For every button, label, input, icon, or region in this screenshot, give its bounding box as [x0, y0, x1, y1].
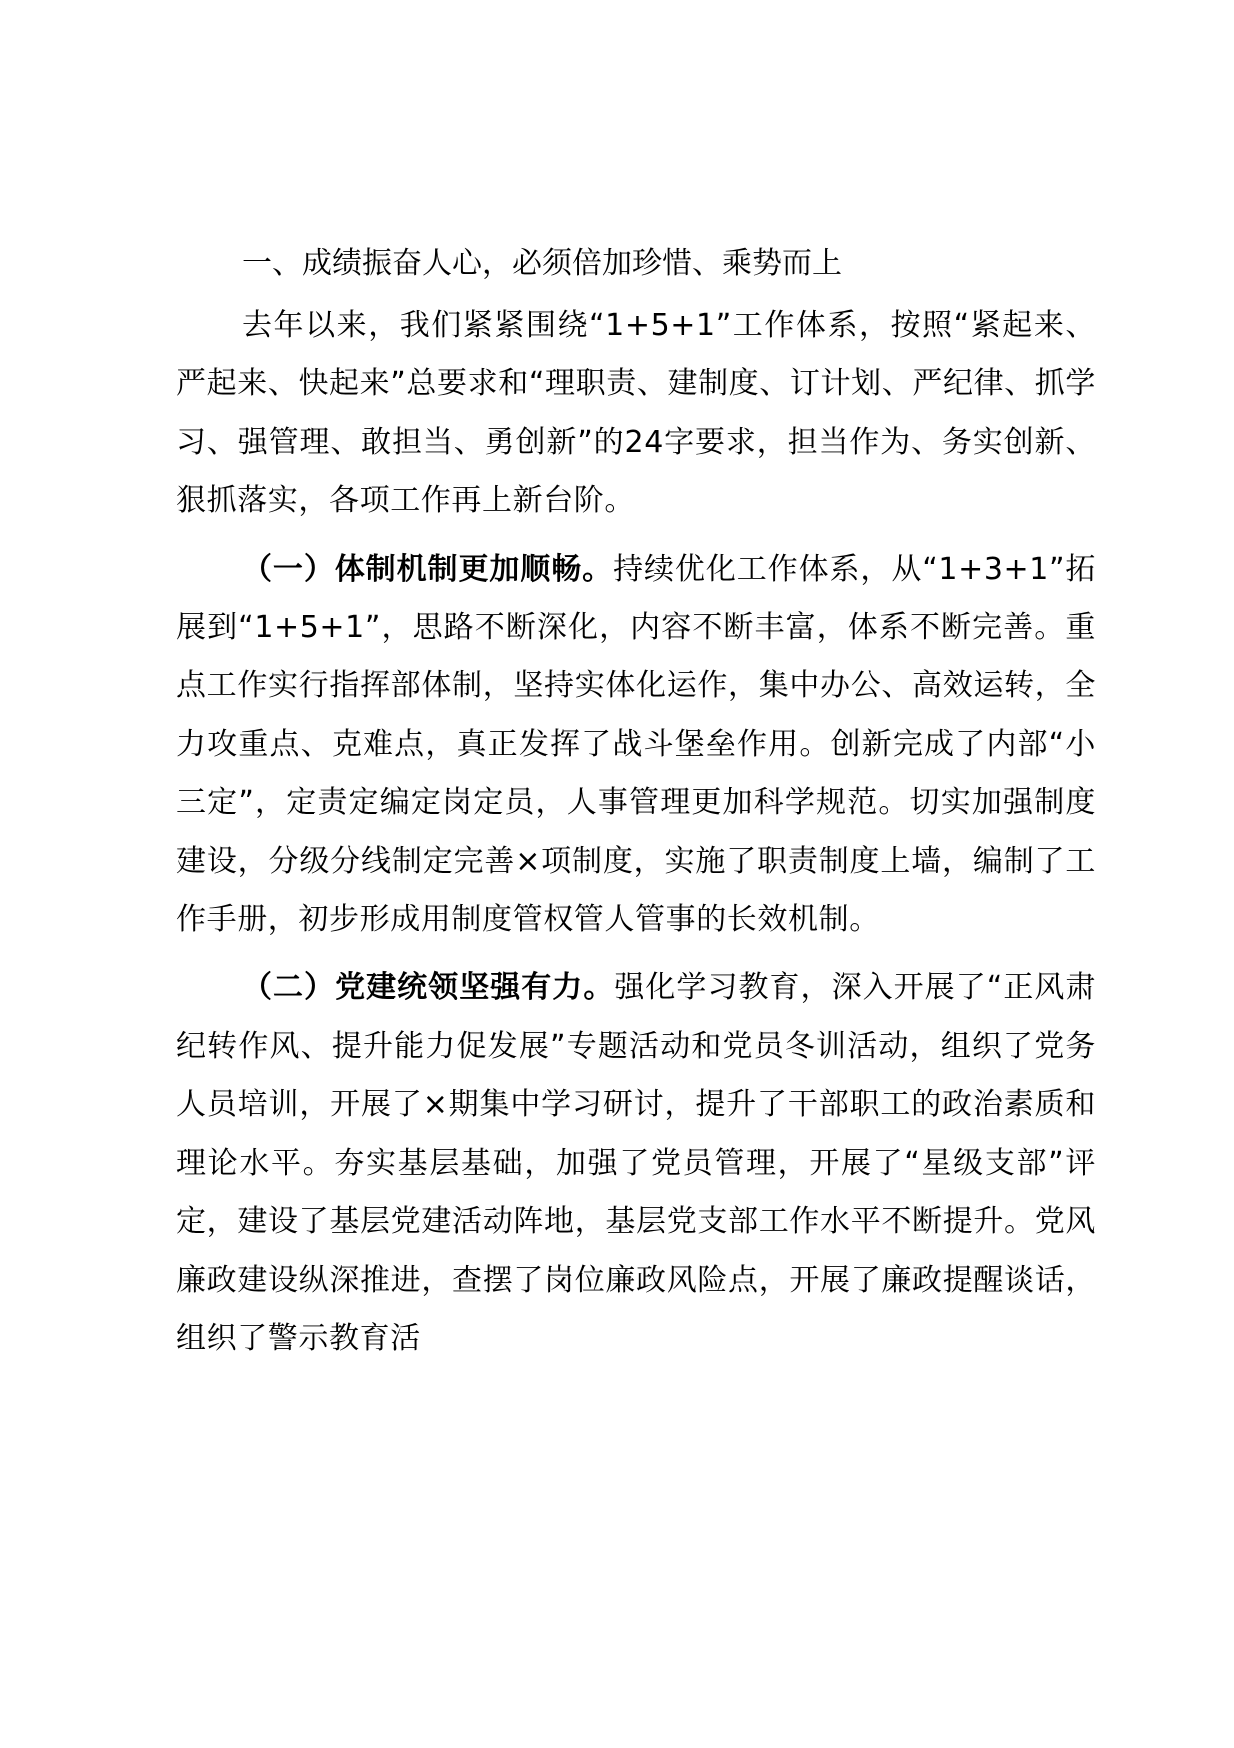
document-body	[176, 235, 1096, 1378]
section-body-1: 持续优化工作体系，从“1+3+1”拓展到“1+5+1”，思路不断深化，内容不断丰富，体系不断完善。重点工作实行指挥部体制，坚持实体化运作，集中办公、高效运转，全力攻重点、克难点，真正发挥了战斗堡垒作用。创新完成了内部“小三定”，定责定编定岗定员，人事管理更加科学规范。切实加强制度建设，分级分线制定完善×项制度，实施了职责制度上墙，编制了工作手册，初步形成用制度管权管人管事的长效机制。	[176, 551, 1097, 938]
section-title-2: （二）党建统领坚强有力。	[242, 970, 615, 1006]
section-body-2: 强化学习教育，深入开展了“正风肃纪转作风、提升能力促发展”专题活动和党员冬训活动，组织了党务人员培训，开展了×期集中学习研讨，提升了干部职工的政治素质和理论水平。夯实基层基础，加强了党员管理，开展了“星级支部”评定，建设了基层党建活动阵地，基层党支部工作水平不断提升。党风廉政建设纵深推进，查摆了岗位廉政风险点，开展了廉政提醒谈话，组织了警示教育活	[176, 970, 1096, 1356]
section-title-1: （一）体制机制更加顺畅。	[242, 551, 614, 587]
section-paragraph-2	[176, 959, 1096, 1368]
intro-paragraph: 去年以来，我们紧紧围绕“1+5+1”工作体系，按照“紧起来、严起来、快起来”总要求和“理职责、建制度、订计划、严纪律、抓学习、强管理、敢担当、勇创新”的24字要求，担当作为、务实创新、狠抓落实，各项工作再上新台阶。	[176, 308, 1096, 519]
section-heading: 一、成绩振奋人心，必须倍加珍惜、乘势而上	[242, 246, 842, 281]
section-paragraph-1	[176, 541, 1096, 950]
